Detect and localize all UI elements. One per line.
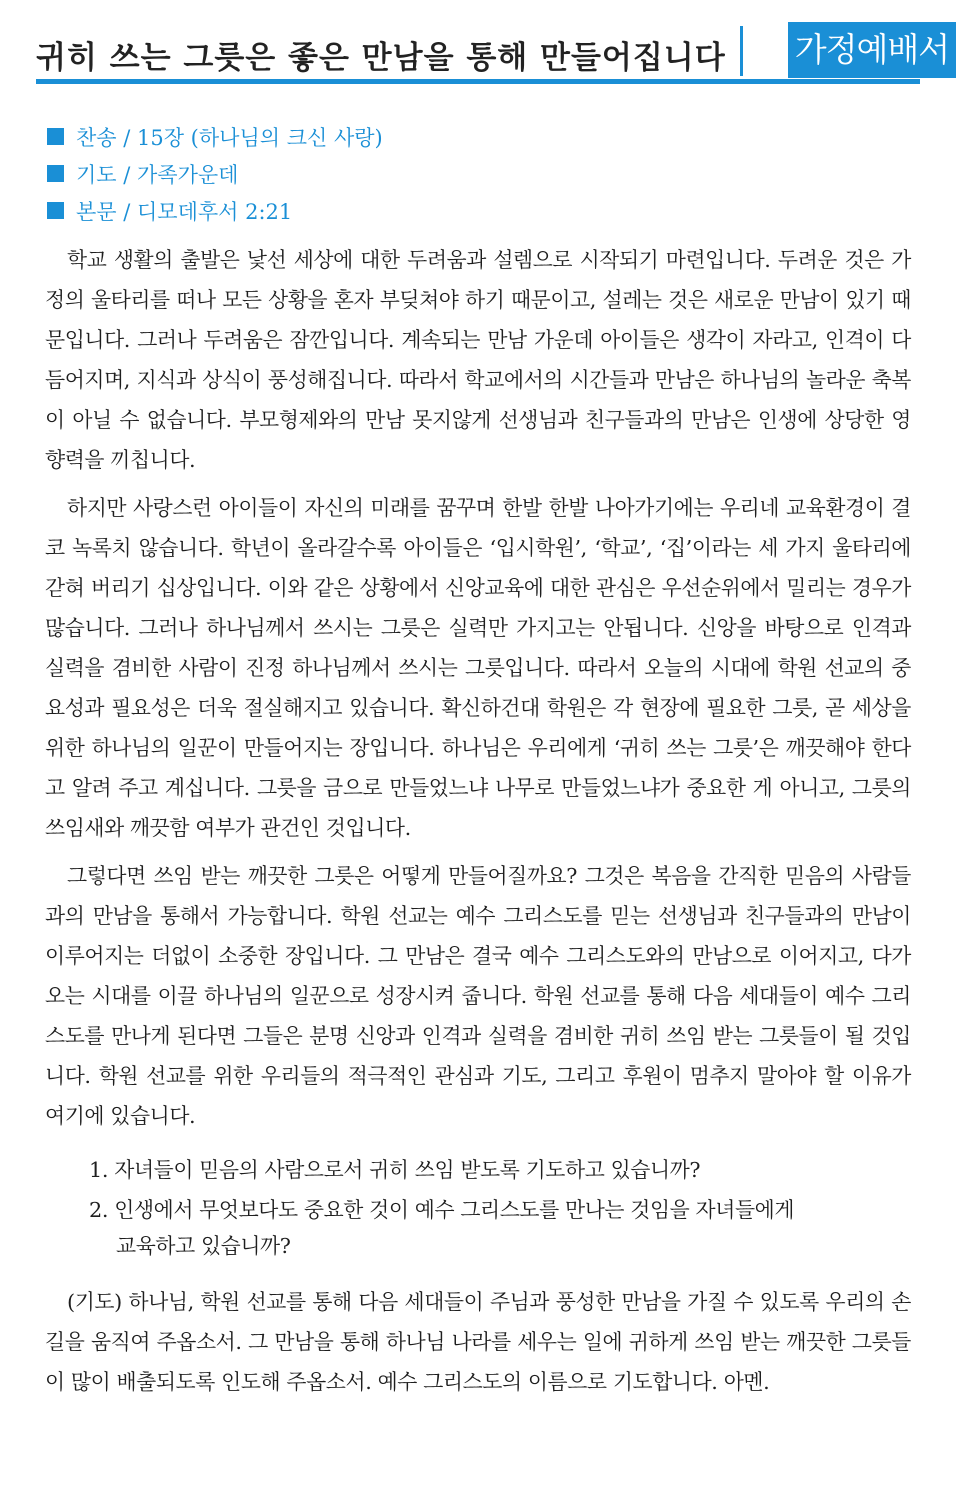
square-bullet-icon — [47, 165, 64, 182]
square-bullet-icon — [47, 128, 64, 145]
closing-prayer: (기도) 하나님, 학원 선교를 통해 다음 세대들이 주님과 풍성한 만남을 가질 수 있도록 우리의 손길을 움직여 주옵소서. 그 만남을 통해 하나님 나라를 세우는 일에 귀하게 쓰임 받는 깨끗한 그릇들이 많이 배출되도록 인도해 주옵소서. 예수 그리스도의 이름으로 기도합니다. 아멘. — [45, 1290, 911, 1394]
hymn-line — [47, 118, 383, 155]
title-divider — [740, 26, 743, 76]
paragraph-3: 그렇다면 쓰임 받는 깨끗한 그릇은 어떻게 만들어질까요? 그것은 복음을 간직한 믿음의 사람들과의 만남을 통해서 가능합니다. 학원 선교는 예수 그리스도를 믿는 선생님과 친구들과의 만남이 이루어지는 더없이 소중한 장입니다. 그 만남은 결국 예수 그리스도와의 만남으로 이어지고, 다가오는 시대를 이끌 하나님의 일꾼으로 성장시켜 줍니다. 학원 선교를 통해 다음 세대들이 예수 그리스도를 만나게 된다면 그들은 분명 신앙과 인격과 실력을 겸비한 귀히 쓰임 받는 그릇들이 될 것입니다. 학원 선교를 위한 우리들의 적극적인 관심과 기도, 그리고 후원이 멈추지 말아야 할 이유가 여기에 있습니다. — [45, 864, 911, 1128]
square-bullet-icon — [47, 202, 64, 219]
prayer-info-text: 기도 / 가족가운데 — [76, 162, 239, 187]
scripture-text: 본문 / 디모데후서 2:21 — [76, 199, 293, 224]
header-rule — [36, 79, 920, 84]
service-info — [47, 118, 383, 229]
question-item: 1. 자녀들이 믿음의 사람으로서 귀히 쓰임 받도록 기도하고 있습니까? — [89, 1158, 701, 1182]
prayer-info-line — [47, 155, 383, 192]
hymn-text: 찬송 / 15장 (하나님의 크신 사랑) — [76, 125, 383, 150]
article-body — [45, 240, 911, 1402]
scripture-line — [47, 192, 383, 229]
page-title: 귀히 쓰는 그릇은 좋은 만남을 통해 만들어집니다 — [36, 40, 726, 76]
section-badge: 가정예배서 — [788, 22, 956, 78]
reflection-questions — [89, 1152, 911, 1264]
paragraph-2: 하지만 사랑스런 아이들이 자신의 미래를 꿈꾸며 한발 한발 나아가기에는 우리네 교육환경이 결코 녹록치 않습니다. 학년이 올라갈수록 아이들은 ‘입시학원’, ‘학교’, ‘집’이라는 세 가지 울타리에 갇혀 버리기 십상입니다. 이와 같은 상황에서 신앙교육에 대한 관심은 우선순위에서 밀리는 경우가 많습니다. 그러나 하나님께서 쓰시는 그릇은 실력만 가지고는 안됩니다. 신앙을 바탕으로 인격과 실력을 겸비한 사람이 진정 하나님께서 쓰시는 그릇입니다. 따라서 오늘의 시대에 학원 선교의 중요성과 필요성은 더욱 절실해지고 있습니다. 확신하건대 학원은 각 현장에 필요한 그릇, 곧 세상을 위한 하나님의 일꾼이 만들어지는 장입니다. 하나님은 우리에게 ‘귀히 쓰는 그릇’은 깨끗해야 한다고 알려 주고 계십니다. 그릇을 금으로 만들었느냐 나무로 만들었느냐가 중요한 게 아니고, 그릇의 쓰임새와 깨끗함 여부가 관건인 것입니다. — [45, 496, 911, 840]
paragraph-1: 학교 생활의 출발은 낯선 세상에 대한 두려움과 설렘으로 시작되기 마련입니다. 두려운 것은 가정의 울타리를 떠나 모든 상황을 혼자 부딪쳐야 하기 때문이고, 설레는 것은 새로운 만남이 있기 때문입니다. 그러나 두려움은 잠깐입니다. 계속되는 만남 가운데 아이들은 생각이 자라고, 인격이 다듬어지며, 지식과 상식이 풍성해집니다. 따라서 학교에서의 시간들과 만남은 하나님의 놀라운 축복이 아닐 수 없습니다. 부모형제와의 만남 못지않게 선생님과 친구들과의 만남은 인생에 상당한 영향력을 끼칩니다. — [45, 248, 911, 472]
header — [36, 14, 950, 86]
question-item: 2. 인생에서 무엇보다도 중요한 것이 예수 그리스도를 만나는 것임을 자녀들에게 교육하고 있습니까? — [89, 1198, 795, 1258]
